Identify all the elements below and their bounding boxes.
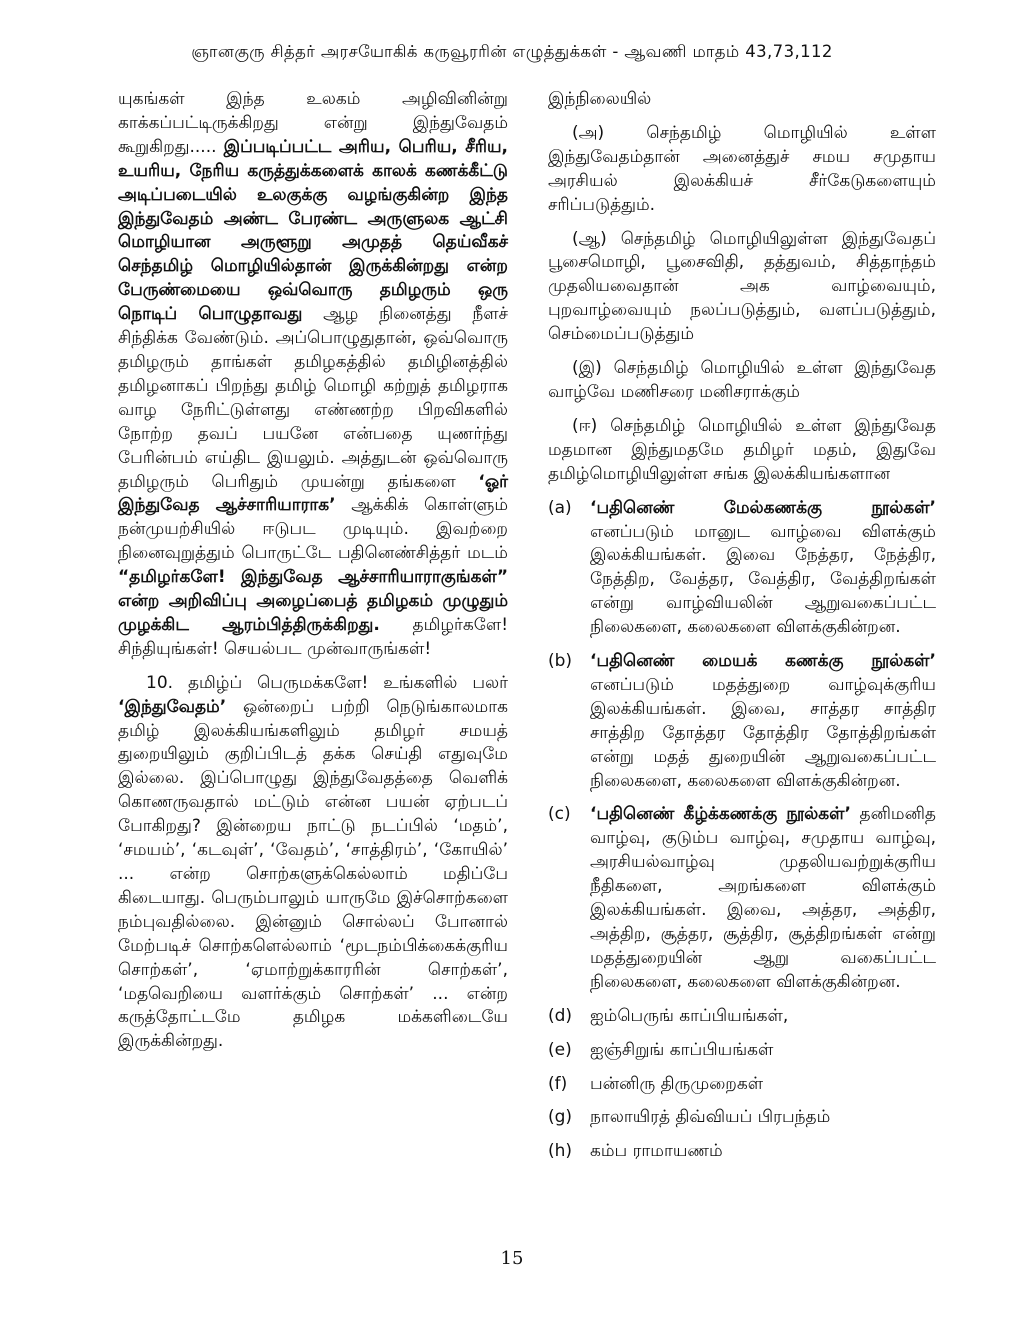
bold-title: ‘பதினெண் கீழ்க்கணக்கு நூல்கள்’ (590, 804, 851, 825)
text-run: ஆக்கிக் கொள்ளும் நன்முயற்சியில் ஈடுபட முடியும். இவற்றை நினைவுறுத்தும் பொருட்டே பதினெண்சித்தர் மடம் (118, 495, 508, 564)
intro-line: இந்நிலையில் (548, 89, 652, 109)
list-text: ஐம்பெருங் காப்பியங்கள், (590, 1005, 789, 1026)
text-run: ஒன்றைப் பற்றி நெடுங்காலமாக தமிழ் இலக்கியங்களிலும் தமிழர் சமயத் துறையிலும் குறிப்பிடத் தக்க செய்தி எதுவுமே இல்லை. இப்பொழுது இந்துவேதத்தை வெளிக் கொணருவதால் மட்டும் என்ன பயன் ஏற்படப் போகிறது? இன்றைய நாட்டு நடப்பில் ‘மதம்’, ‘சமயம்’, ‘கடவுள்’, ‘வேதம்’, ‘சாத்திரம்’, ‘கோயில்’ ... என்ற சொற்களுக்கெல்லாம் மதிப்பே கிடையாது. பெரும்பாலும் யாருமே இச்சொற்களை நம்புவதில்லை. இன்னும் சொல்லப் போனால் மேற்படிச் சொற்களெல்லாம் ‘மூடநம்பிக்கைக்குரிய சொற்கள்’, ‘ஏமாற்றுக்காரரின் சொற்கள்’, ‘மதவெறியை வளர்க்கும் சொற்கள்’ ... என்ற கருத்தோட்டமே தமிழக மக்களிடையே இருக்கின்றது. (118, 696, 508, 1052)
list-item-f (548, 1073, 936, 1097)
text-run: தனிமனித வாழ்வு, குடும்ப வாழ்வு, சமுதாய வாழ்வு, அரசியல்வாழ்வு முதலியவற்றுக்குரிய நீதிகளை, அறங்களை விளக்கும் இலக்கியங்கள். இவை, அத்தர, அத்திர, அத்திற, சூத்தர, சூத்திர, சூத்திறங்கள் என்று மதத்துறையின் ஆறு வகைப்பட்ட நிலைகளை, கலைகளை விளக்குகின்றன. (590, 804, 936, 992)
paragraph-hinduvedam-preservation (118, 88, 508, 662)
bold-title: ‘பதினெண் மேல்கணக்கு நூல்கள்’ (590, 497, 936, 518)
paragraph-point-10 (118, 672, 508, 1055)
running-header: ஞானகுரு சித்தர் அரசயோகிக் கருவூரரின் எழுத்துக்கள் - ஆவணி மாதம் 43,73,112 (191, 42, 833, 61)
bold-text-run: ‘இந்துவேதம்’ (118, 696, 227, 717)
list-text: ஐஞ்சிறுங் காப்பியங்கள் (590, 1039, 774, 1060)
list-item-a (548, 497, 936, 640)
list-text (590, 650, 936, 793)
text-run: எனப்படும் மானுட வாழ்வை விளக்கும் இலக்கியங்கள். இவை நேத்தர, நேத்திர, நேத்திற, வேத்தர, வேத்திர, வேத்திறங்கள் என்று வாழ்வியலின் ஆறுவகைப்பட்ட நிலைகளை, கலைகளை விளக்குகின்றன. (590, 521, 936, 638)
bold-text-run: இப்படிப்பட்ட அரிய, பெரிய, சீரிய, உயரிய, நேரிய கருத்துக்களைக் காலக் கணக்கீட்டு அடிப்படையில் உலகுக்கு வழங்குகின்ற இந்த இந்துவேதம் அண்ட பேரண்ட அருளுலக ஆட்சி மொழியான அருளூறு அமுதத் தெய்வீகச் செந்தமிழ் மொழியில்தான் இருக்கின்றது என்ற பேருண்மையை ஒவ்வொரு தமிழரும் ஒரு நொடிப் பொழுதாவது (118, 136, 508, 325)
list-item-e (548, 1039, 936, 1063)
list-text: பன்னிரு திருமுறைகள் (590, 1073, 764, 1094)
point-i: (இ) செந்தமிழ் மொழியில் உள்ள இந்துவேத வாழ்வே மணிசரை மனிசராக்கும் (548, 358, 936, 402)
list-label: (e) (548, 1039, 572, 1060)
list-item-b (548, 650, 936, 793)
list-text: கம்ப ராமாயணம் (590, 1141, 723, 1162)
list-text (590, 497, 936, 640)
list-label: (f) (548, 1073, 568, 1094)
list-text (590, 803, 936, 994)
bold-text-run: ‘ஓர் இந்துவேத ஆச்சாரியாராக’ (118, 471, 508, 516)
text-run: யுகங்கள் இந்த உலகம் அழிவினின்று காக்கப்பட்டிருக்கிறது என்று இந்துவேதம் கூறுகிறது..... (118, 89, 508, 157)
list-label: (b) (548, 651, 573, 672)
point-ii: (ஈ) செந்தமிழ் மொழியில் உள்ள இந்துவேத மதமான இந்துமதமே தமிழர் மதம், இதுவே தமிழ்மொழியிலுள்ள சங்க இலக்கியங்களான (548, 415, 936, 484)
list-item-c (548, 803, 936, 994)
list-label: (h) (548, 1141, 573, 1162)
bold-title: ‘பதினெண் மையக் கணக்கு நூல்கள்’ (590, 651, 936, 672)
list-text: நாலாயிரத் திவ்வியப் பிரபந்தம் (590, 1107, 831, 1128)
list-item-g (548, 1106, 936, 1130)
list-item-h (548, 1140, 936, 1164)
list-label: (c) (548, 804, 571, 825)
list-item-d (548, 1005, 936, 1029)
bold-text-run: “தமிழர்களே! இந்துவேத ஆச்சாரியாராகுங்கள்” என்ற அறிவிப்பு அழைப்பைத் தமிழகம் முழுதும் முழக்கிட ஆரம்பித்திருக்கிறது. (118, 567, 508, 635)
list-label: (g) (548, 1107, 573, 1128)
text-run: 10. தமிழ்ப் பெருமக்களே! உங்களில் பலர் (146, 672, 508, 693)
point-a: (அ) செந்தமிழ் மொழியில் உள்ள இந்துவேதம்தான் அனைத்துச் சமய சமுதாய அரசியல் இலக்கியச் சீர்கேடுகளையும் சரிப்படுத்தும். (548, 122, 936, 215)
right-column (548, 88, 936, 1164)
list-label: (a) (548, 497, 572, 518)
left-column (118, 88, 508, 1054)
text-run: எனப்படும் மதத்துறை வாழ்வுக்குரிய இலக்கியங்கள். இவை, சாத்தர சாத்திர சாத்திற தோத்தர தோத்திர தோத்திறங்கள் என்று மதத் துறையின் ஆறுவகைப்பட்ட நிலைகளை, கலைகளை விளக்குகின்றன. (590, 674, 936, 791)
text-run: ஆழ நினைத்து நீளச் சிந்திக்க வேண்டும். அப்பொழுதுதான், ஒவ்வொரு தமிழரும் தாங்கள் தமிழகத்தில் தமிழினத்தில் தமிழனாகப் பிறந்து தமிழ் மொழி கற்றுத் தமிழராக வாழ நேரிட்டுள்ளது எண்ணற்ற பிறவிகளில் நோற்ற தவப் பயனே என்பதை யுணர்ந்து பேரின்பம் எய்திட இயலும். அத்துடன் ஒவ்வொரு தமிழரும் பெரிதும் முயன்று தங்களை (118, 304, 509, 492)
list-label: (d) (548, 1005, 573, 1026)
point-aa: (ஆ) செந்தமிழ் மொழியிலுள்ள இந்துவேதப் பூசைமொழி, பூசைவிதி, தத்துவம், சித்தாந்தம் முதலியவைதான் அக வாழ்வையும், புறவாழ்வையும் நலப்படுத்தும், வளப்படுத்தும், செம்மைப்படுத்தும் (548, 228, 936, 345)
page-number: 15 (500, 1248, 524, 1269)
text-run: தமிழர்களே! சிந்தியுங்கள்! செயல்பட முன்வாருங்கள்! (118, 614, 509, 659)
